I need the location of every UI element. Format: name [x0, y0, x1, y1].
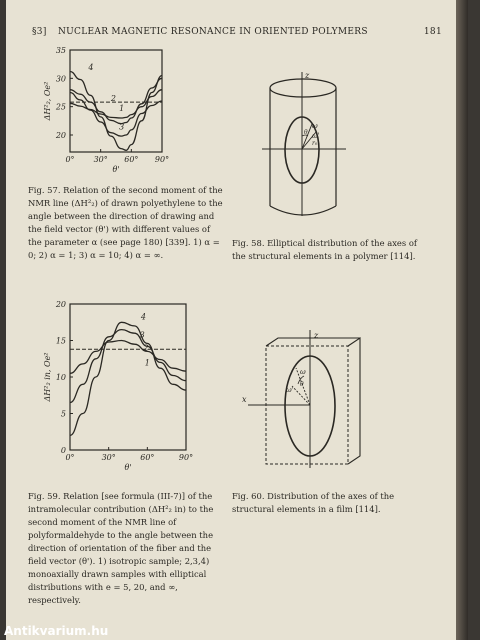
fig59-y-tick-label: 5 [60, 409, 66, 419]
fig59-series-4-label: 4 [140, 312, 146, 322]
page-header [32, 27, 452, 43]
fig59-series-1-label: 1 [144, 358, 150, 368]
fig59-y-tick-label: 10 [55, 373, 66, 382]
fig57-x-tick-label: 30° [93, 155, 108, 164]
cylinder-bottom [270, 206, 336, 215]
book-spine-shadow [456, 0, 468, 640]
fig57-series-2-label: 2 [110, 94, 116, 103]
label-omega-prime: ω' [312, 132, 320, 140]
running-title: NUCLEAR MAGNETIC RESONANCE IN ORIENTED POLYMERS [58, 27, 368, 37]
fig57-x-tick-label: 90° [154, 155, 170, 164]
fig59-chart [26, 298, 201, 480]
fig57-series-1-line [70, 90, 162, 118]
fig57-series-3-label: 3 [119, 122, 125, 132]
fig59-y-axis-label: ΔH²₂ in, Oe² [43, 352, 52, 402]
fig57-y-tick-label: 35 [55, 46, 66, 55]
fig59-y-tick-label: 0 [60, 446, 66, 455]
fig57-y-tick-label: 30 [55, 74, 66, 84]
label-omega-prime: ω' [286, 386, 294, 394]
vector-omega [302, 124, 312, 149]
label-r: r₀₁ [312, 140, 320, 147]
fig57-x-axis-label: θ' [112, 165, 120, 174]
fig60-caption: Fig. 60. Distribution of the axes of the structural elements in a film [114]. [232, 491, 395, 514]
fig60-diagram [238, 328, 378, 478]
fig57-series-4-line [70, 72, 162, 151]
label-theta: θ [300, 381, 304, 388]
fig59-series-3-label: 3 [139, 330, 145, 340]
fig57-x-tick-label: 0° [65, 155, 75, 164]
fig57-y-axis-label: ΔH²₂, Oe² [43, 81, 52, 121]
fig57-caption: Fig. 57. Relation of the second moment of the NMR line (ΔH²₂) of drawn polyethylene to the angle between the direction of drawing and the field vector (θ') with different values of the parameter α (see page 180) [339]. 1) α = 0; 2) α = 1; 3) α = 10; 4) α = ∞. [28, 185, 223, 260]
fig59-x-tick-label: 60° [140, 453, 155, 462]
fig57-y-tick-label: 25 [55, 102, 66, 112]
label-theta: θ [304, 129, 308, 136]
label-z: z [305, 71, 310, 80]
section-number: §3] [32, 27, 47, 37]
fig57-y-tick-label: 20 [55, 131, 66, 140]
fig59-y-tick-label: 15 [55, 336, 66, 346]
watermark: Antikvarium.hu [4, 624, 109, 638]
fig59-x-tick-label: 90° [178, 453, 194, 462]
fig59-series-2-line [70, 341, 186, 374]
fig59-x-tick-label: 0° [65, 453, 75, 462]
label-x: x [242, 395, 247, 404]
fig57-series-1-label: 1 [119, 104, 125, 114]
fig59-series-2-label: 2 [143, 343, 149, 353]
fig58-caption: Fig. 58. Elliptical distribution of the axes of the structural elements in a polymer [114]. [232, 238, 417, 261]
label-omega: ω [300, 368, 306, 376]
page-number: 181 [423, 27, 442, 37]
fig57-chart [26, 44, 176, 174]
vector-omega-prime [292, 386, 310, 405]
book-page [6, 0, 468, 640]
fig59-y-tick-label: 20 [55, 300, 66, 309]
fig57-x-tick-label: 60° [124, 155, 139, 164]
label-z: z [314, 331, 319, 340]
fig59-x-axis-label: θ' [124, 463, 132, 472]
fig58-diagram [256, 66, 356, 226]
cylinder-top [270, 79, 336, 97]
label-omega: ω [312, 122, 318, 130]
fig59-caption: Fig. 59. Relation [see formula (III-7)] of the intramolecular contribution (ΔH²₂ in) to the second moment of the NMR line of polyformaldehyde to the angle between the direction of orientation of the fiber and the field vector (θ'). 1) isotropic sample; 2,3,4) monoaxially drawn samples with elliptical distributions with e = 5, 20, and ∞, respectively. [28, 491, 214, 605]
fig59-x-tick-label: 30° [101, 453, 116, 462]
fig57-series-4-label: 4 [88, 62, 94, 72]
